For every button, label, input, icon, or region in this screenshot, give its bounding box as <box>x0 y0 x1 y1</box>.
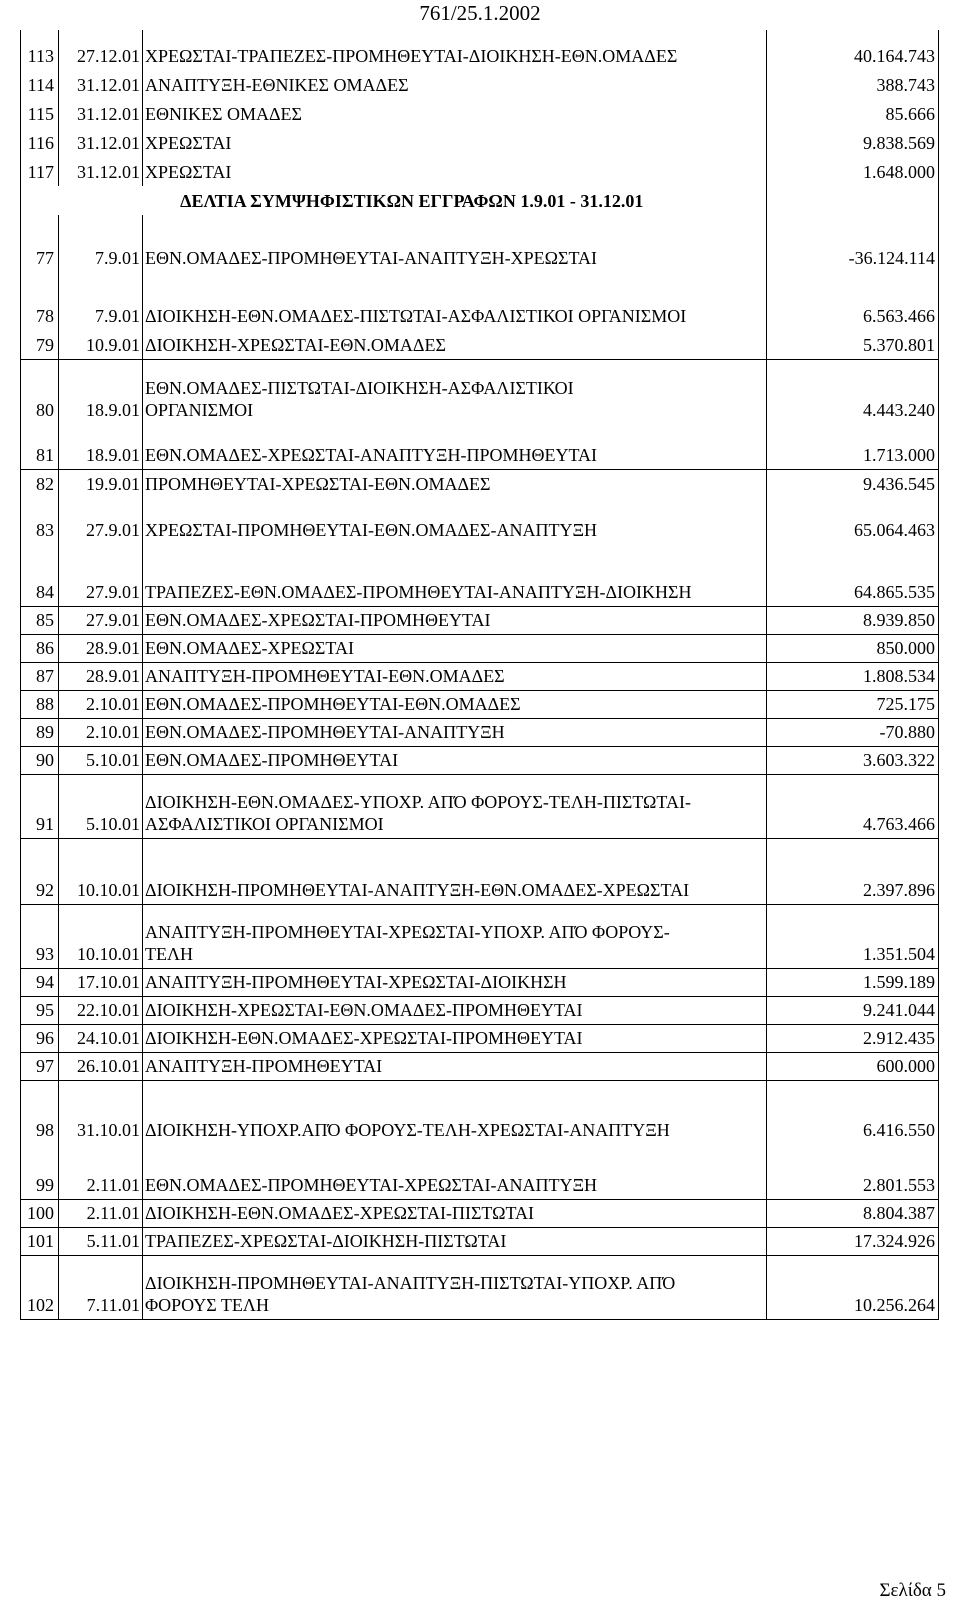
section-heading: ΔΕΛΤΙΑ ΣΥΜΨΗΦΙΣΤΙΚΩΝ ΕΓΓΡΑΦΩΝ 1.9.01 - 31.12.01 <box>180 191 644 211</box>
row-amount: 17.324.926 <box>767 1227 939 1255</box>
row-date: 5.10.01 <box>59 746 143 774</box>
row-description: ΔΙΟΙΚΗΣΗ-ΕΘΝ.ΟΜΑΔΕΣ-ΧΡΕΩΣΤΑΙ-ΠΡΟΜΗΘΕΥΤΑΙ <box>143 1024 767 1052</box>
row-amount: 4.763.466 <box>767 774 939 838</box>
ledger-body <box>21 30 939 1319</box>
row-description: ΕΘΝ.ΟΜΑΔΕΣ-ΠΡΟΜΗΘΕΥΤΑΙ-ΑΝΑΠΤΥΞΗ <box>143 718 767 746</box>
row-number: 93 <box>21 904 59 968</box>
row-amount: 6.416.550 <box>767 1080 939 1144</box>
row-description: ΔΙΟΙΚΗΣΗ-ΠΡΟΜΗΘΕΥΤΑΙ-ΑΝΑΠΤΥΞΗ-ΕΘΝ.ΟΜΑΔΕΣ-ΧΡΕΩΣΤΑΙ <box>143 838 767 904</box>
table-row <box>21 70 939 99</box>
row-number: 97 <box>21 1052 59 1080</box>
row-amount: 85.666 <box>767 99 939 128</box>
row-amount: 65.064.463 <box>767 498 939 544</box>
row-description: ΕΘΝ.ΟΜΑΔΕΣ-ΠΡΟΜΗΘΕΥΤΑΙ-ΕΘΝ.ΟΜΑΔΕΣ <box>143 690 767 718</box>
row-date: 2.11.01 <box>59 1144 143 1199</box>
row-amount: 1.648.000 <box>767 157 939 186</box>
table-row <box>21 359 939 424</box>
table-row <box>21 157 939 186</box>
table-row <box>21 469 939 498</box>
row-number: 115 <box>21 99 59 128</box>
row-description: ΕΘΝ.ΟΜΑΔΕΣ-ΧΡΕΩΣΤΑΙ-ΑΝΑΠΤΥΞΗ-ΠΡΟΜΗΘΕΥΤΑΙ <box>143 424 767 469</box>
row-amount: -36.124.114 <box>767 215 939 272</box>
row-date: 10.9.01 <box>59 330 143 359</box>
row-number: 95 <box>21 996 59 1024</box>
row-amount: 725.175 <box>767 690 939 718</box>
table-row <box>21 1052 939 1080</box>
row-date: 31.10.01 <box>59 1080 143 1144</box>
row-number: 84 <box>21 544 59 606</box>
row-number: 94 <box>21 968 59 996</box>
row-amount: 388.743 <box>767 70 939 99</box>
row-amount: 6.563.466 <box>767 272 939 330</box>
row-date: 22.10.01 <box>59 996 143 1024</box>
row-amount: 9.241.044 <box>767 996 939 1024</box>
row-amount: 40.164.743 <box>767 30 939 70</box>
row-number: 78 <box>21 272 59 330</box>
row-amount: 1.599.189 <box>767 968 939 996</box>
section-heading-row <box>21 186 939 215</box>
row-amount: 1.713.000 <box>767 424 939 469</box>
row-amount: 1.351.504 <box>767 904 939 968</box>
row-description: ΕΘΝ.ΟΜΑΔΕΣ-ΧΡΕΩΣΤΑΙ-ΠΡΟΜΗΘΕΥΤΑΙ <box>143 606 767 634</box>
row-number: 116 <box>21 128 59 157</box>
row-date: 28.9.01 <box>59 634 143 662</box>
row-description: ΧΡΕΩΣΤΑΙ <box>143 157 767 186</box>
row-amount: 10.256.264 <box>767 1255 939 1319</box>
table-row <box>21 746 939 774</box>
row-date: 31.12.01 <box>59 70 143 99</box>
table-row <box>21 544 939 606</box>
row-date: 24.10.01 <box>59 1024 143 1052</box>
table-row <box>21 774 939 838</box>
row-description: ΧΡΕΩΣΤΑΙ-ΠΡΟΜΗΘΕΥΤΑΙ-ΕΘΝ.ΟΜΑΔΕΣ-ΑΝΑΠΤΥΞΗ <box>143 498 767 544</box>
row-number: 87 <box>21 662 59 690</box>
row-number: 92 <box>21 838 59 904</box>
row-date: 2.11.01 <box>59 1199 143 1227</box>
row-description: ΔΙΟΙΚΗΣΗ-ΧΡΕΩΣΤΑΙ-ΕΘΝ.ΟΜΑΔΕΣ-ΠΡΟΜΗΘΕΥΤΑΙ <box>143 996 767 1024</box>
table-row <box>21 215 939 272</box>
row-number: 117 <box>21 157 59 186</box>
row-date: 7.11.01 <box>59 1255 143 1319</box>
row-number: 113 <box>21 30 59 70</box>
row-number: 81 <box>21 424 59 469</box>
row-date: 18.9.01 <box>59 424 143 469</box>
row-description: ΕΘΝΙΚΕΣ ΟΜΑΔΕΣ <box>143 99 767 128</box>
table-row <box>21 634 939 662</box>
row-description: ΕΘΝ.ΟΜΑΔΕΣ-ΠΡΟΜΗΘΕΥΤΑΙ-ΧΡΕΩΣΤΑΙ-ΑΝΑΠΤΥΞΗ <box>143 1144 767 1199</box>
table-row <box>21 690 939 718</box>
row-date: 7.9.01 <box>59 272 143 330</box>
row-description: ΑΝΑΠΤΥΞΗ-ΠΡΟΜΗΘΕΥΤΑΙ-ΕΘΝ.ΟΜΑΔΕΣ <box>143 662 767 690</box>
row-description: ΔΙΟΙΚΗΣΗ-ΕΘΝ.ΟΜΑΔΕΣ-ΧΡΕΩΣΤΑΙ-ΠΙΣΤΩΤΑΙ <box>143 1199 767 1227</box>
page-number-label: Σελίδα 5 <box>879 1580 946 1601</box>
document-reference: 761/25.1.2002 <box>419 1 541 25</box>
row-number: 100 <box>21 1199 59 1227</box>
table-row <box>21 1144 939 1199</box>
row-number: 77 <box>21 215 59 272</box>
table-row <box>21 424 939 469</box>
row-date: 31.12.01 <box>59 157 143 186</box>
row-number: 90 <box>21 746 59 774</box>
row-description: ΑΝΑΠΤΥΞΗ-ΠΡΟΜΗΘΕΥΤΑΙ-ΧΡΕΩΣΤΑΙ-ΔΙΟΙΚΗΣΗ <box>143 968 767 996</box>
row-number: 91 <box>21 774 59 838</box>
row-date: 5.11.01 <box>59 1227 143 1255</box>
row-amount: 9.436.545 <box>767 469 939 498</box>
row-date: 10.10.01 <box>59 838 143 904</box>
row-number: 101 <box>21 1227 59 1255</box>
row-number: 96 <box>21 1024 59 1052</box>
table-row <box>21 838 939 904</box>
row-description: ΔΙΟΙΚΗΣΗ-ΕΘΝ.ΟΜΑΔΕΣ-ΠΙΣΤΩΤΑΙ-ΑΣΦΑΛΙΣΤΙΚΟΙ ΟΡΓΑΝΙΣΜΟΙ <box>143 272 767 330</box>
row-date: 26.10.01 <box>59 1052 143 1080</box>
table-row <box>21 1024 939 1052</box>
table-row <box>21 968 939 996</box>
table-row <box>21 272 939 330</box>
row-amount: 850.000 <box>767 634 939 662</box>
row-date: 17.10.01 <box>59 968 143 996</box>
row-number: 82 <box>21 469 59 498</box>
row-description: ΕΘΝ.ΟΜΑΔΕΣ-ΠΡΟΜΗΘΕΥΤΑΙ-ΑΝΑΠΤΥΞΗ-ΧΡΕΩΣΤΑΙ <box>143 215 767 272</box>
row-description: ΑΝΑΠΤΥΞΗ-ΠΡΟΜΗΘΕΥΤΑΙ <box>143 1052 767 1080</box>
row-description: ΧΡΕΩΣΤΑΙ <box>143 128 767 157</box>
row-description: ΑΝΑΠΤΥΞΗ-ΕΘΝΙΚΕΣ ΟΜΑΔΕΣ <box>143 70 767 99</box>
row-description: ΤΡΑΠΕΖΕΣ-ΧΡΕΩΣΤΑΙ-ΔΙΟΙΚΗΣΗ-ΠΙΣΤΩΤΑΙ <box>143 1227 767 1255</box>
row-description: ΔΙΟΙΚΗΣΗ-ΥΠΟΧΡ.ΑΠΌ ΦΟΡΟΥΣ-ΤΕΛΗ-ΧΡΕΩΣΤΑΙ-ΑΝΑΠΤΥΞΗ <box>143 1080 767 1144</box>
table-row <box>21 30 939 70</box>
row-description: ΕΘΝ.ΟΜΑΔΕΣ-ΠΙΣΤΩΤΑΙ-ΔΙΟΙΚΗΣΗ-ΑΣΦΑΛΙΣΤΙΚΟΙ ΟΡΓΑΝΙΣΜΟΙ <box>143 359 767 424</box>
table-row <box>21 662 939 690</box>
row-number: 83 <box>21 498 59 544</box>
row-amount: 5.370.801 <box>767 330 939 359</box>
row-description: ΔΙΟΙΚΗΣΗ-ΧΡΕΩΣΤΑΙ-ΕΘΝ.ΟΜΑΔΕΣ <box>143 330 767 359</box>
row-date: 27.9.01 <box>59 498 143 544</box>
table-row <box>21 606 939 634</box>
row-date: 2.10.01 <box>59 690 143 718</box>
row-description: ΔΙΟΙΚΗΣΗ-ΕΘΝ.ΟΜΑΔΕΣ-ΥΠΟΧΡ. ΑΠΌ ΦΟΡΟΥΣ-ΤΕΛΗ-ΠΙΣΤΩΤΑΙ-ΑΣΦΑΛΙΣΤΙΚΟΙ ΟΡΓΑΝΙΣΜΟΙ <box>143 774 767 838</box>
row-date: 7.9.01 <box>59 215 143 272</box>
row-amount: 2.801.553 <box>767 1144 939 1199</box>
table-row <box>21 99 939 128</box>
row-amount: 8.939.850 <box>767 606 939 634</box>
row-date: 28.9.01 <box>59 662 143 690</box>
row-date: 31.12.01 <box>59 128 143 157</box>
table-row <box>21 1080 939 1144</box>
row-amount: 2.397.896 <box>767 838 939 904</box>
table-row <box>21 1255 939 1319</box>
row-amount: 9.838.569 <box>767 128 939 157</box>
row-number: 89 <box>21 718 59 746</box>
row-date: 31.12.01 <box>59 99 143 128</box>
row-amount: 600.000 <box>767 1052 939 1080</box>
row-amount: 4.443.240 <box>767 359 939 424</box>
row-number: 88 <box>21 690 59 718</box>
row-description: ΕΘΝ.ΟΜΑΔΕΣ-ΠΡΟΜΗΘΕΥΤΑΙ <box>143 746 767 774</box>
row-date: 27.9.01 <box>59 544 143 606</box>
row-date: 10.10.01 <box>59 904 143 968</box>
row-number: 114 <box>21 70 59 99</box>
row-date: 19.9.01 <box>59 469 143 498</box>
row-amount: 1.808.534 <box>767 662 939 690</box>
row-number: 98 <box>21 1080 59 1144</box>
table-row <box>21 128 939 157</box>
row-number: 79 <box>21 330 59 359</box>
ledger-table <box>20 30 939 1320</box>
row-amount: 3.603.322 <box>767 746 939 774</box>
row-description: ΕΘΝ.ΟΜΑΔΕΣ-ΧΡΕΩΣΤΑΙ <box>143 634 767 662</box>
row-amount: 2.912.435 <box>767 1024 939 1052</box>
row-description: ΔΙΟΙΚΗΣΗ-ΠΡΟΜΗΘΕΥΤΑΙ-ΑΝΑΠΤΥΞΗ-ΠΙΣΤΩΤΑΙ-ΥΠΟΧΡ. ΑΠΌ ΦΟΡΟΥΣ ΤΕΛΗ <box>143 1255 767 1319</box>
row-description: ΤΡΑΠΕΖΕΣ-ΕΘΝ.ΟΜΑΔΕΣ-ΠΡΟΜΗΘΕΥΤΑΙ-ΑΝΑΠΤΥΞΗ-ΔΙΟΙΚΗΣΗ <box>143 544 767 606</box>
table-row <box>21 1227 939 1255</box>
row-number: 85 <box>21 606 59 634</box>
row-amount: 64.865.535 <box>767 544 939 606</box>
row-description: ΑΝΑΠΤΥΞΗ-ΠΡΟΜΗΘΕΥΤΑΙ-ΧΡΕΩΣΤΑΙ-ΥΠΟΧΡ. ΑΠΌ ΦΟΡΟΥΣ-ΤΕΛΗ <box>143 904 767 968</box>
row-number: 99 <box>21 1144 59 1199</box>
row-number: 86 <box>21 634 59 662</box>
row-amount: 8.804.387 <box>767 1199 939 1227</box>
row-number: 102 <box>21 1255 59 1319</box>
row-date: 5.10.01 <box>59 774 143 838</box>
row-amount: -70.880 <box>767 718 939 746</box>
table-row <box>21 996 939 1024</box>
row-date: 27.9.01 <box>59 606 143 634</box>
row-number: 80 <box>21 359 59 424</box>
table-row <box>21 498 939 544</box>
row-date: 18.9.01 <box>59 359 143 424</box>
row-date: 2.10.01 <box>59 718 143 746</box>
row-description: ΠΡΟΜΗΘΕΥΤΑΙ-ΧΡΕΩΣΤΑΙ-ΕΘΝ.ΟΜΑΔΕΣ <box>143 469 767 498</box>
table-row <box>21 718 939 746</box>
row-date: 27.12.01 <box>59 30 143 70</box>
table-row <box>21 904 939 968</box>
table-row <box>21 330 939 359</box>
table-row <box>21 1199 939 1227</box>
row-description: ΧΡΕΩΣΤΑΙ-ΤΡΑΠΕΖΕΣ-ΠΡΟΜΗΘΕΥΤΑΙ-ΔΙΟΙΚΗΣΗ-ΕΘΝ.ΟΜΑΔΕΣ <box>143 30 767 70</box>
